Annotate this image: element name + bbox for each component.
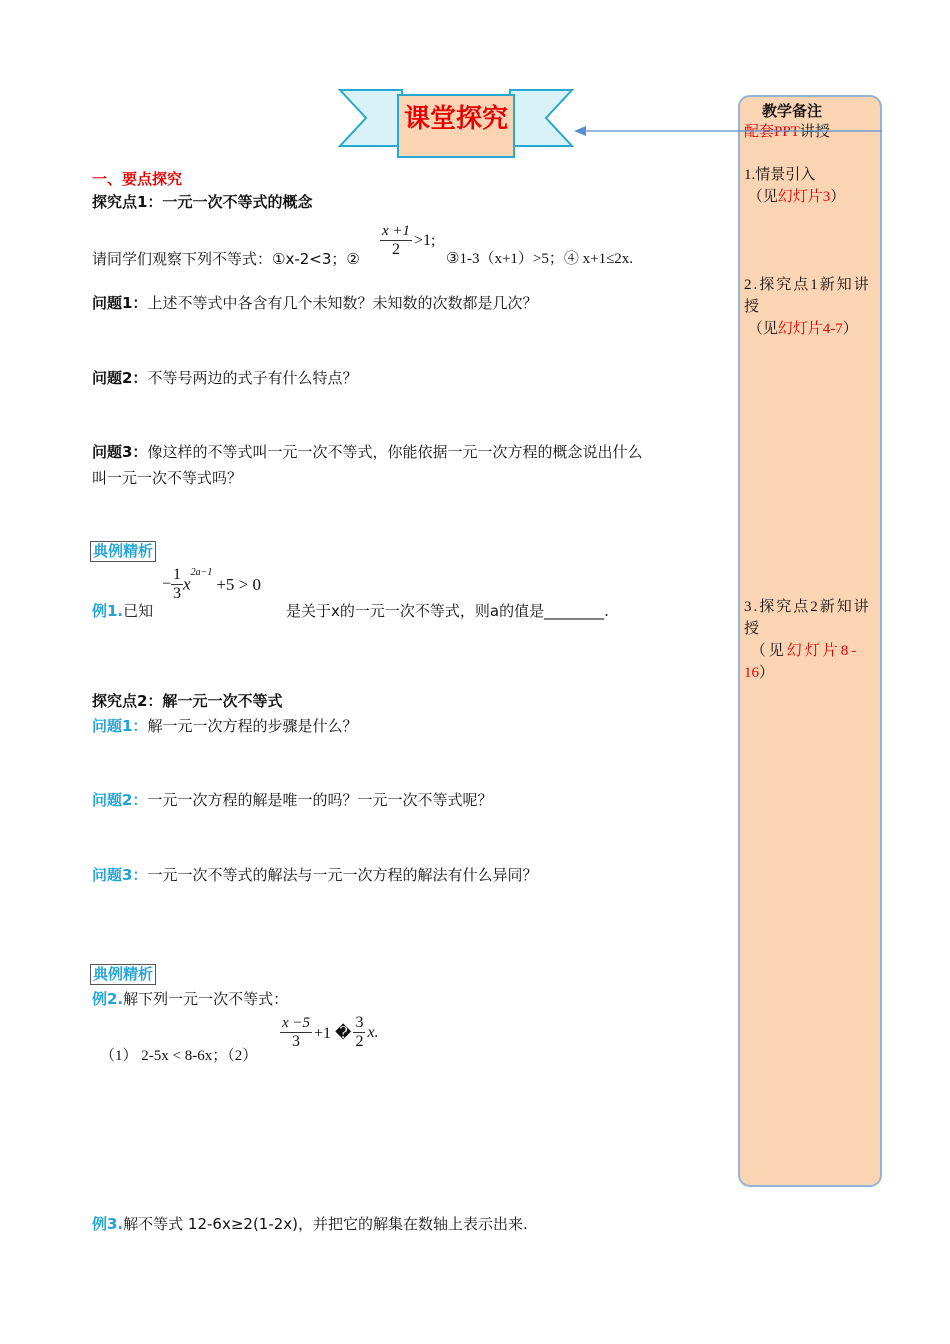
sidebar-note-1: 1.情景引入 （见幻灯片3） [744, 167, 846, 205]
example-2: 例2.解下列一元一次不等式： [92, 990, 289, 1008]
arrow-icon [572, 124, 884, 138]
observe-rest: ③1-3（x+1）>5；④ x+1≤2x. [446, 251, 634, 267]
example-label-1: 典例精析 [90, 541, 156, 562]
point1-title: 探究点1：一元一次不等式的概念 [92, 193, 313, 211]
banner-title: 课堂探究 [403, 104, 508, 134]
sidebar-title: 教学备注 [762, 102, 823, 120]
example-2-part1: （1） 2-5x < 8-6x；（2） [100, 1048, 258, 1064]
banner [336, 88, 576, 158]
point2-title: 探究点2：解一元一次不等式 [92, 692, 283, 710]
question-2-2: 问题2：一元一次方程的解是唯一的吗？一元一次不等式呢？ [92, 791, 493, 809]
section-heading: 一、要点探究 [92, 170, 183, 188]
example-1: 例1.已知 [92, 602, 154, 620]
question-2-1: 问题1：解一元一次方程的步骤是什么？ [92, 717, 358, 735]
example-1-post: 是关于x的一元一次不等式，则a的值是________. [286, 602, 609, 620]
question-3: 问题3：像这样的不等式叫一元一次不等式，你能依据一元一次方程的概念说出什么 叫一元一次不等式吗？ [92, 443, 643, 487]
example-1-formula: − $\frac{1}{3}$ $x^{2a-1}+5 > 0$ [162, 566, 262, 602]
question-2: 问题2：不等号两边的式子有什么特点？ [92, 369, 358, 387]
sidebar-note-3: 3.探究点2新知讲 授 （见幻灯片8- 16） [744, 599, 871, 681]
sidebar-note-2: 2.探究点1新知讲 授 （见幻灯片4-7） [744, 277, 871, 337]
fraction-x-plus-1-over-2: $\frac{x +1}{2}$ >1; [382, 223, 436, 258]
question-2-3: 问题3：一元一次不等式的解法与一元一次方程的解法有什么异同？ [92, 866, 538, 884]
example-label-2: 典例精析 [90, 964, 156, 985]
question-1: 问题1：上述不等式中各含有几个未知数？未知数的次数都是几次？ [92, 294, 538, 312]
example-3: 例3.解不等式 12-6x≥2(1-2x)，并把它的解集在数轴上表示出来. [92, 1215, 528, 1233]
example-2-formula: $\frac{x -5}{3}$ +1 � $\frac{3}{2}$ x. [282, 1014, 379, 1050]
sidebar-subtitle: 配套PPT讲授 [744, 124, 830, 140]
observe-line: 请同学们观察下列不等式：①x-2<3；② [92, 250, 360, 268]
